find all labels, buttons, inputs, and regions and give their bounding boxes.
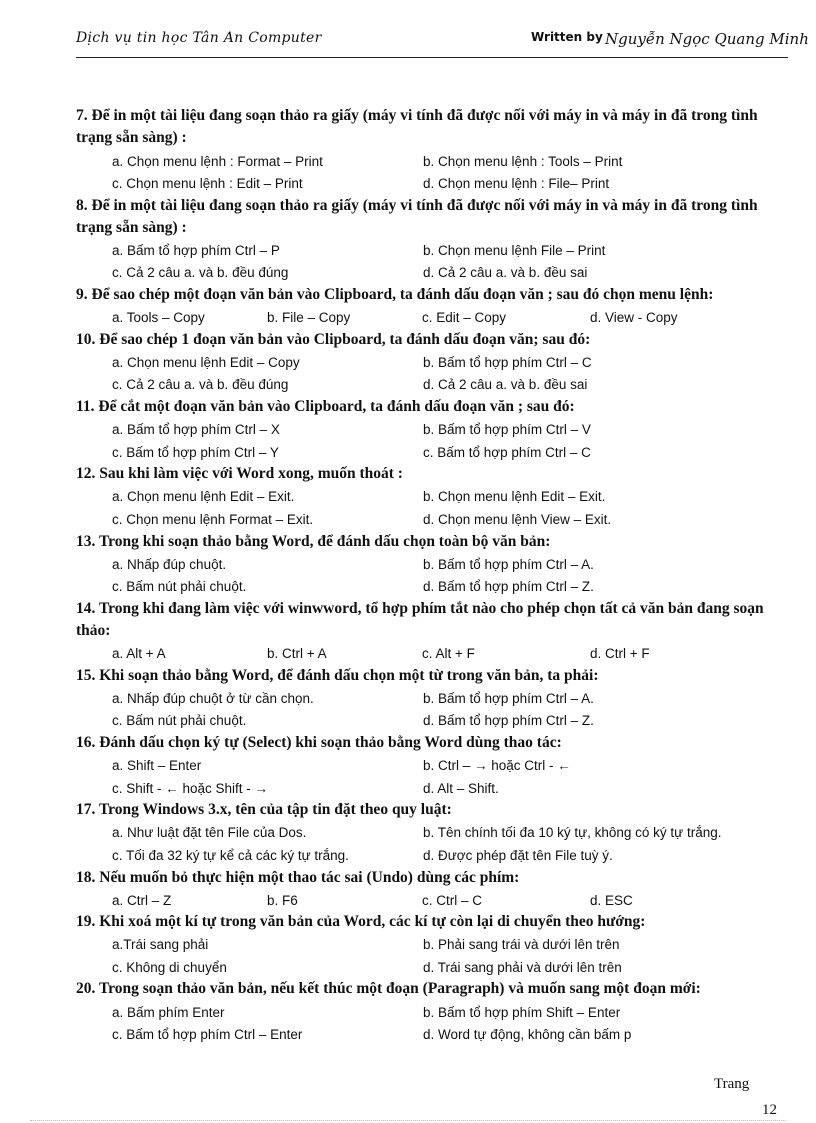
question-16-options-row-2 — [76, 777, 780, 799]
question-15-option-c: c. Bấm nút phải chuột. — [112, 713, 247, 729]
question-10-option-a: a. Chọn menu lệnh Edit – Copy — [112, 355, 300, 371]
question-20-options-row-1 — [76, 1001, 780, 1023]
question-16-options-row-1 — [76, 755, 780, 777]
question-9-option-d: d. View - Copy — [590, 310, 678, 326]
question-7-option-a: a. Chọn menu lệnh : Format – Print — [112, 153, 323, 169]
page-label: Trang — [714, 1076, 750, 1092]
question-12-option-c: c. Chọn menu lệnh Format – Exit. — [112, 511, 314, 527]
question-9-options-row — [76, 307, 780, 329]
question-16-option-d: d. Alt – Shift. — [423, 780, 499, 796]
question-18-option-c: c. Ctrl – C — [422, 892, 483, 908]
question-17-option-c: c. Tối đa 32 ký tự kể cả các ký tự trắng. — [112, 847, 349, 863]
question-7-option-d: d. Chọn menu lệnh : File– Print — [423, 175, 610, 191]
question-17-option-b: b. Tên chính tối đa 10 ký tự, không có ký tự trắng. — [423, 825, 722, 841]
question-11-options-row-2 — [76, 441, 780, 463]
question-16-option-b: b. Ctrl – → hoặc Ctrl - ← — [423, 758, 571, 774]
question-19-option-a: a.Trái sang phải — [112, 937, 209, 953]
question-20-option-d: d. Word tự động, không cần bấm p — [423, 1026, 632, 1042]
question-20-options-row-2 — [76, 1023, 780, 1045]
question-10-options-row-1 — [76, 351, 780, 373]
question-19-options-row-1 — [76, 934, 780, 956]
page-number: 12 — [762, 1102, 777, 1118]
question-20-option-c: c. Bấm tổ hợp phím Ctrl – Enter — [112, 1026, 303, 1042]
question-18-option-d: d. ESC — [590, 892, 633, 908]
question-9-option-c: c. Edit – Copy — [422, 310, 507, 326]
question-19-options-row-2 — [76, 956, 780, 978]
header-company: Dịch vụ tin học Tân An Computer — [76, 30, 322, 46]
question-19-title: 19. Khi xoá một kí tự trong văn bản của Word, các kí tự còn lại di chuyển theo hướng: — [76, 913, 646, 931]
question-9-title: 9. Để sao chép một đoạn văn bản vào Clipboard, ta đánh dấu đoạn văn ; sau đó chọn menu lệnh: — [76, 286, 714, 304]
question-13-option-c: c. Bấm nút phải chuột. — [112, 579, 247, 595]
question-11-option-d: c. Bấm tổ hợp phím Ctrl – C — [423, 444, 591, 460]
question-12-title: 12. Sau khi làm việc với Word xong, muốn thoát : — [76, 465, 403, 483]
question-18-title: 18. Nếu muốn bỏ thực hiện một thao tác sai (Undo) dùng các phím: — [76, 868, 520, 886]
question-10-option-d: d. Cả 2 câu a. và b. đều sai — [423, 377, 588, 393]
question-12-option-a: a. Chọn menu lệnh Edit – Exit. — [112, 489, 295, 505]
question-18-options-row — [76, 889, 780, 911]
question-8-option-a: a. Bấm tổ hợp phím Ctrl – P — [112, 243, 280, 259]
question-18-option-b: b. F6 — [267, 892, 298, 908]
question-8-option-c: c. Cả 2 câu a. và b. đều đúng — [112, 265, 289, 281]
question-14-option-a: a. Alt + A — [112, 646, 166, 662]
question-13-option-d: d. Bấm tổ hợp phím Ctrl – Z. — [423, 579, 594, 595]
footer-divider — [30, 1120, 786, 1121]
question-8-options-row-2 — [76, 262, 780, 284]
question-10-title: 10. Để sao chép 1 đoạn văn bản vào Clipboard, ta đánh dấu đoạn văn; sau đó: — [76, 330, 591, 348]
question-16-option-c: c. Shift - ← hoặc Shift - → — [112, 780, 269, 796]
header-divider — [76, 57, 788, 58]
question-10-options-row-2 — [76, 374, 780, 396]
question-15-options-row-1 — [76, 687, 780, 709]
question-8-option-d: d. Cả 2 câu a. và b. đều sai — [423, 265, 588, 281]
question-10-option-c: c. Cả 2 câu a. và b. đều đúng — [112, 377, 289, 393]
question-20-option-a: a. Bấm phím Enter — [112, 1004, 225, 1020]
author-signature: Nguyễn Ngọc Quang Minh — [605, 30, 809, 48]
question-14-option-b: b. Ctrl + A — [267, 646, 327, 662]
question-7-option-b: b. Chọn menu lệnh : Tools – Print — [423, 153, 623, 169]
question-11-options-row-1 — [76, 419, 780, 441]
question-17-option-d: d. Được phép đặt tên File tuỳ ý. — [423, 847, 613, 863]
question-7-options-row-1 — [76, 150, 780, 172]
question-13-option-a: a. Nhấp đúp chuột. — [112, 556, 227, 572]
question-14-title: 14. Trong khi đang làm việc với winwword, tổ hợp phím tắt nào cho phép chọn tất cả văn bản đang soạn thảo: — [76, 599, 764, 640]
question-14-options-row — [76, 643, 780, 665]
question-16-option-a: a. Shift – Enter — [112, 758, 202, 774]
question-17-options-row-1 — [76, 822, 780, 844]
question-7-option-c: c. Chọn menu lệnh : Edit – Print — [112, 175, 303, 191]
question-14-option-c: c. Alt + F — [422, 646, 475, 662]
question-17-options-row-2 — [76, 844, 780, 866]
question-11-title: 11. Để cắt một đoạn văn bản vào Clipboard, ta đánh dấu đoạn văn ; sau đó: — [76, 398, 575, 416]
question-17-title: 17. Trong Windows 3.x, tên của tập tin đặt theo quy luật: — [76, 801, 452, 819]
question-12-options-row-2 — [76, 508, 780, 530]
question-19-option-d: d. Trái sang phải và dưới lên trên — [423, 959, 622, 975]
question-12-option-b: b. Chọn menu lệnh Edit – Exit. — [423, 489, 606, 505]
question-15-option-a: a. Nhấp đúp chuột ở từ cần chọn. — [112, 691, 314, 707]
question-20-title: 20. Trong soạn thảo văn bản, nếu kết thúc một đoạn (Paragraph) và muốn sang một đoạn mới: — [76, 980, 701, 998]
question-9-option-a: a. Tools – Copy — [112, 310, 205, 326]
question-12-option-d: d. Chọn menu lệnh View – Exit. — [423, 511, 612, 527]
question-8-option-b: b. Chọn menu lệnh File – Print — [423, 243, 606, 259]
question-19-option-b: b. Phải sang trái và dưới lên trên — [423, 937, 620, 953]
question-15-option-b: b. Bấm tổ hợp phím Ctrl – A. — [423, 691, 594, 707]
question-13-options-row-2 — [76, 575, 780, 597]
question-8-options-row-1 — [76, 239, 780, 261]
question-list — [76, 105, 780, 1046]
question-7-options-row-2 — [76, 172, 780, 194]
question-13-option-b: b. Bấm tổ hợp phím Ctrl – A. — [423, 556, 594, 572]
question-15-title: 15. Khi soạn thảo bằng Word, để đánh dấu chọn một từ trong văn bản, ta phải: — [76, 666, 599, 684]
question-13-options-row-1 — [76, 553, 780, 575]
question-19-option-c: c. Không di chuyển — [112, 959, 227, 975]
question-13-title: 13. Trong khi soạn thảo bằng Word, để đánh dấu chọn toàn bộ văn bản: — [76, 532, 551, 550]
question-18-option-a: a. Ctrl – Z — [112, 892, 172, 908]
question-11-option-b: b. Bấm tổ hợp phím Ctrl – V — [423, 422, 591, 438]
question-14-option-d: d. Ctrl + F — [590, 646, 650, 662]
question-11-option-a: a. Bấm tổ hợp phím Ctrl – X — [112, 422, 280, 438]
question-15-option-d: d. Bấm tổ hợp phím Ctrl – Z. — [423, 713, 594, 729]
question-7-title: 7. Để in một tài liệu đang soạn thảo ra giấy (máy vi tính đã được nối với máy in và máy in đã trong tình trạng sẵn sàng) : — [76, 107, 758, 147]
question-20-option-b: b. Bấm tổ hợp phím Shift – Enter — [423, 1004, 621, 1020]
question-8-title: 8. Để in một tài liệu đang soạn thảo ra giấy (máy vi tính đã được nối với máy in và máy in đã trong tình trạng sẵn sàng) : — [76, 196, 758, 236]
question-12-options-row-1 — [76, 486, 780, 508]
question-11-option-c: c. Bấm tổ hợp phím Ctrl – Y — [112, 444, 279, 460]
question-15-options-row-2 — [76, 710, 780, 732]
header-written-by: Written by — [531, 30, 603, 44]
question-10-option-b: b. Bấm tổ hợp phím Ctrl – C — [423, 355, 592, 371]
question-9-option-b: b. File – Copy — [267, 310, 351, 326]
question-17-option-a: a. Như luật đặt tên File của Dos. — [112, 825, 307, 841]
question-16-title: 16. Đánh dấu chọn ký tự (Select) khi soạn thảo bằng Word dùng thao tác: — [76, 734, 562, 752]
